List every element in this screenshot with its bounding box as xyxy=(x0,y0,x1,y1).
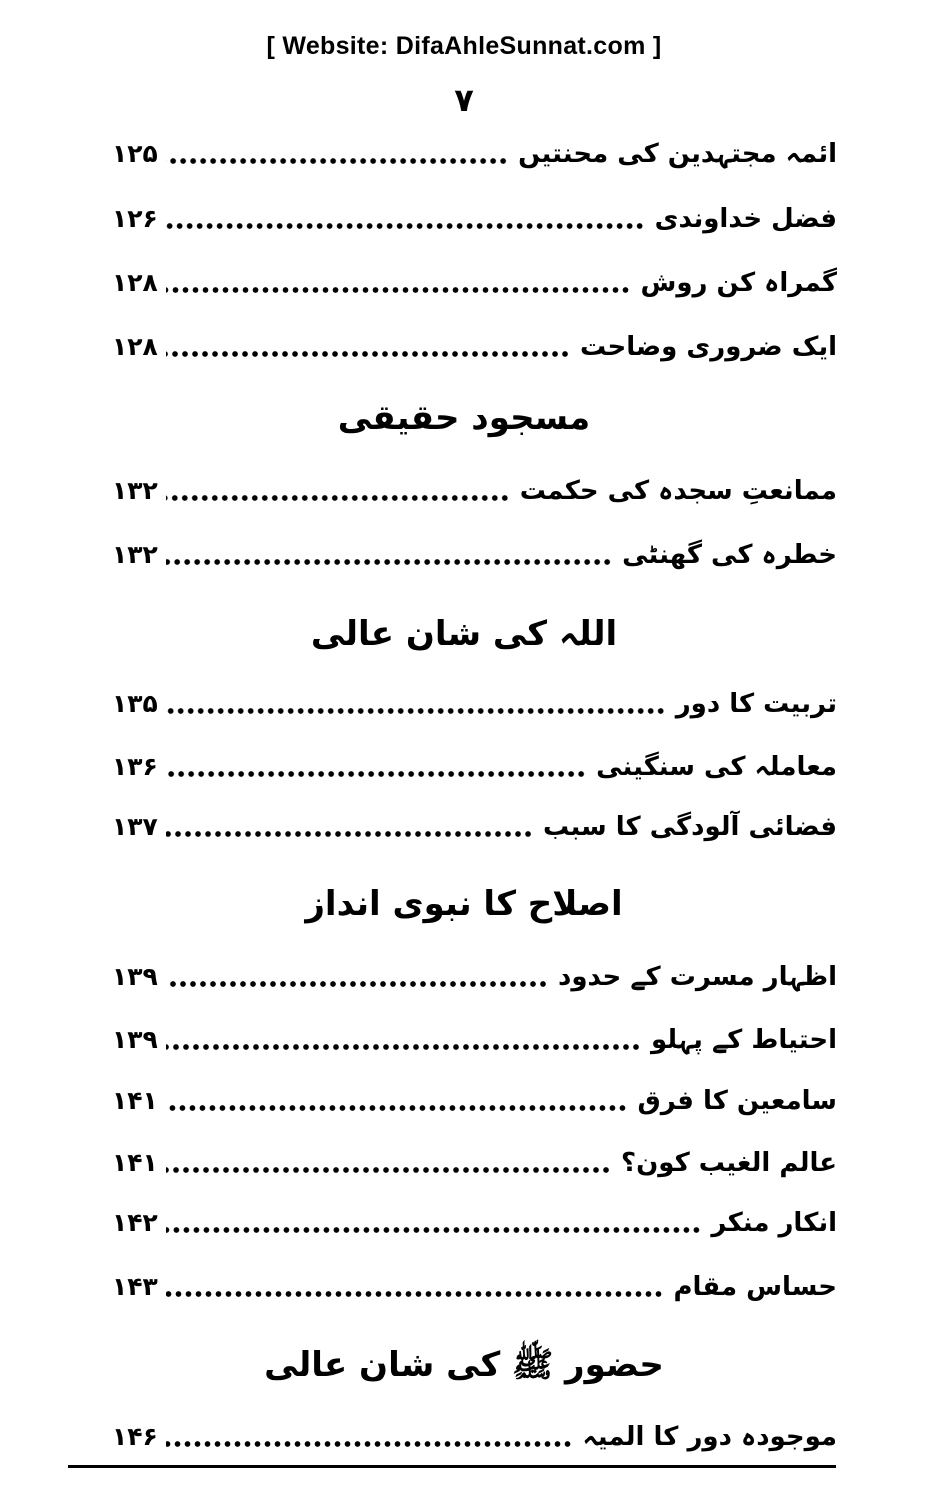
section-heading: مسجود حقیقی xyxy=(337,398,591,438)
bottom-rule xyxy=(68,1465,836,1468)
toc-entry xyxy=(112,323,837,371)
page-number: ۷ xyxy=(454,81,474,119)
section-heading: حضور ﷺ کی شان عالی xyxy=(264,1345,664,1385)
toc-entry xyxy=(112,531,837,579)
toc-entry xyxy=(112,953,837,1001)
dot-leader xyxy=(166,493,510,503)
toc-entry-page: ۱۲۵ xyxy=(112,139,158,168)
dot-leader xyxy=(166,769,586,779)
toc-entry-title: تربیت کا دور xyxy=(675,689,837,719)
toc-entry-title: احتیاط کے پہلو xyxy=(650,1025,837,1055)
toc-entry-title: عالم الغیب کون؟ xyxy=(621,1148,837,1178)
toc-entry xyxy=(112,743,837,791)
dot-leader xyxy=(166,1165,611,1175)
toc-entry xyxy=(112,467,837,515)
toc-entry-title: ائمہ مجتہدین کی محنتیں xyxy=(518,139,837,169)
toc-entry-page: ۱۳۹ xyxy=(112,962,158,991)
toc-entry-title: گمراہ کن روش xyxy=(640,268,837,298)
toc-entry-page: ۱۲۶ xyxy=(112,204,158,233)
toc-entry xyxy=(112,195,837,243)
toc-entry xyxy=(112,680,837,728)
dot-leader xyxy=(166,221,645,231)
dot-leader xyxy=(166,979,548,989)
dot-leader xyxy=(166,1103,627,1113)
dot-leader xyxy=(166,156,508,166)
dot-leader xyxy=(166,1289,663,1299)
toc-entry-title: سامعین کا فرق xyxy=(637,1086,837,1116)
toc-entry xyxy=(112,130,837,178)
toc-entry-title: انکار منکر xyxy=(711,1208,837,1238)
toc-entry xyxy=(112,1077,837,1125)
toc-entry xyxy=(112,803,837,851)
toc-entry-title: معاملہ کی سنگینی xyxy=(596,752,837,782)
toc-entry-page: ۱۴۲ xyxy=(112,1208,158,1237)
toc-entry-page: ۱۳۲ xyxy=(112,476,158,505)
toc-entry-page: ۱۲۸ xyxy=(112,332,158,361)
toc-entry-page: ۱۲۸ xyxy=(112,268,158,297)
toc-entry-title: ایک ضروری وضاحت xyxy=(580,332,837,362)
toc-entry-title: خطرہ کی گھنٹی xyxy=(622,540,837,570)
dot-leader xyxy=(166,349,570,359)
toc-entry-page: ۱۴۶ xyxy=(112,1422,158,1451)
toc-entry xyxy=(112,1199,837,1247)
dot-leader xyxy=(166,557,612,567)
toc-entry xyxy=(112,1139,837,1187)
toc-entry-title: ممانعتِ سجدہ کی حکمت xyxy=(519,476,837,506)
section-heading: اصلاح کا نبوی انداز xyxy=(305,884,623,924)
toc-entry xyxy=(112,259,837,307)
toc-entry-title: اظہار مسرت کے حدود xyxy=(558,962,837,992)
toc-entry-page: ۱۳۹ xyxy=(112,1025,158,1054)
dot-leader xyxy=(166,1042,641,1052)
toc-entry xyxy=(112,1263,837,1311)
toc-entry-title: فضل خداوندی xyxy=(654,204,837,234)
dot-leader xyxy=(166,1225,701,1235)
toc-entry xyxy=(112,1016,837,1064)
toc-entry-page: ۱۴۳ xyxy=(112,1272,158,1301)
toc-entry xyxy=(112,1413,837,1461)
toc-entry-page: ۱۳۶ xyxy=(112,752,158,781)
dot-leader xyxy=(166,285,631,295)
section-heading: اللہ کی شان عالی xyxy=(310,614,618,654)
dot-leader xyxy=(166,1439,573,1449)
website-banner: [ Website: DifaAhleSunnat.com ] xyxy=(266,32,662,60)
toc-entry-page: ۱۳۵ xyxy=(112,689,158,718)
dot-leader xyxy=(166,706,666,716)
toc-entry-title: موجودہ دور کا المیہ xyxy=(582,1422,837,1452)
toc-entry-page: ۱۳۷ xyxy=(112,812,158,841)
toc-entry-title: فضائی آلودگی کا سبب xyxy=(543,812,837,842)
toc-entry-page: ۱۴۱ xyxy=(112,1086,158,1115)
toc-entry-page: ۱۴۱ xyxy=(112,1148,158,1177)
dot-leader xyxy=(166,829,533,839)
toc-entry-title: حساس مقام xyxy=(673,1272,837,1302)
toc-entry-page: ۱۳۲ xyxy=(112,540,158,569)
